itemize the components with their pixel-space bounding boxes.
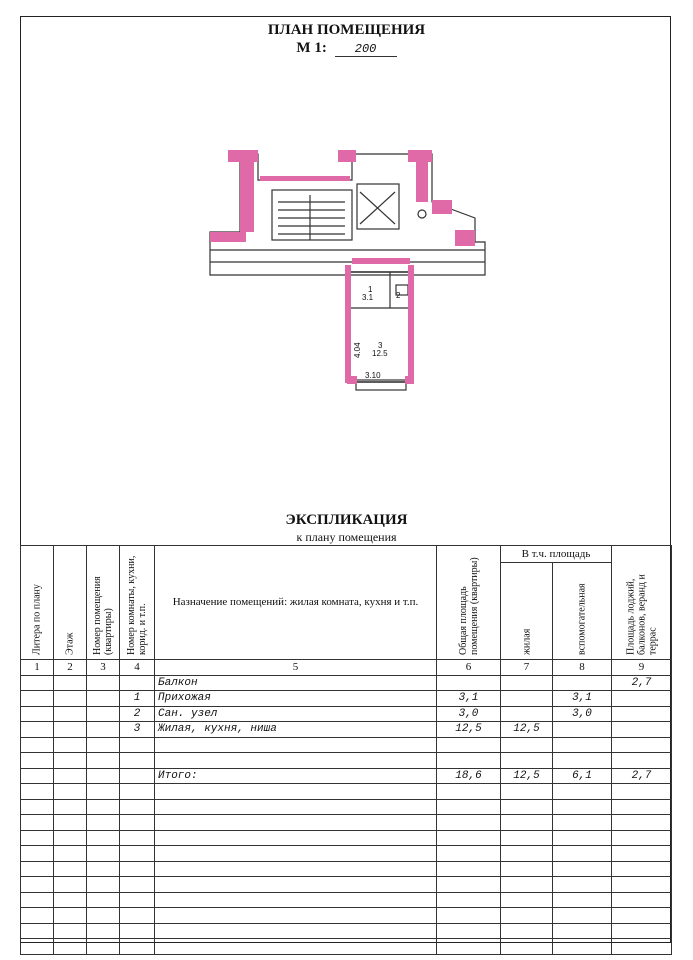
cell-empty bbox=[54, 939, 87, 955]
scale-value: 200 bbox=[335, 42, 397, 57]
cell-empty bbox=[21, 908, 54, 924]
plan-title: ПЛАН ПОМЕЩЕНИЯ bbox=[267, 22, 426, 38]
cell-empty bbox=[54, 877, 87, 893]
cell-aux-area: 3,0 bbox=[553, 706, 612, 722]
cell-empty bbox=[54, 908, 87, 924]
cell-empty bbox=[21, 799, 54, 815]
explication-rows bbox=[21, 675, 672, 954]
scale-row bbox=[0, 40, 693, 57]
cell-empty bbox=[612, 908, 672, 924]
cell-empty bbox=[612, 939, 672, 955]
cell-empty bbox=[501, 877, 553, 893]
cell-total-area: 18,6 bbox=[437, 768, 501, 784]
cell-total-area bbox=[437, 675, 501, 691]
cell-empty bbox=[21, 877, 54, 893]
cell-litera bbox=[21, 768, 54, 784]
cell-empty bbox=[87, 815, 120, 831]
cell-empty bbox=[612, 892, 672, 908]
cell-floor bbox=[54, 706, 87, 722]
cell-empty bbox=[612, 830, 672, 846]
cell-empty bbox=[612, 784, 672, 800]
cell-empty bbox=[87, 877, 120, 893]
cell-premise bbox=[87, 753, 120, 769]
cell-empty bbox=[155, 892, 437, 908]
cell-room-number bbox=[120, 737, 155, 753]
cell-empty bbox=[501, 908, 553, 924]
table-row-empty bbox=[21, 830, 672, 846]
header-premise-number: Номер помещения (квартиры) bbox=[87, 546, 120, 660]
cell-empty bbox=[21, 939, 54, 955]
cell-empty bbox=[155, 923, 437, 939]
cell-aux-area bbox=[553, 753, 612, 769]
cell-empty bbox=[120, 815, 155, 831]
cell-empty bbox=[87, 799, 120, 815]
cell-empty bbox=[54, 815, 87, 831]
cell-empty bbox=[553, 939, 612, 955]
cell-empty bbox=[612, 923, 672, 939]
cell-empty bbox=[501, 830, 553, 846]
cell-empty bbox=[437, 861, 501, 877]
cell-living-area bbox=[501, 675, 553, 691]
cell-living-area bbox=[501, 753, 553, 769]
table-row-empty bbox=[21, 784, 672, 800]
cell-living-area: 12,5 bbox=[501, 722, 553, 738]
cell-litera bbox=[21, 753, 54, 769]
cell-empty bbox=[437, 799, 501, 815]
header-loggia-area: Площадь лоджий, балконов, веранд и террас bbox=[612, 546, 672, 660]
cell-empty bbox=[87, 892, 120, 908]
cell-empty bbox=[87, 784, 120, 800]
table-row bbox=[21, 675, 672, 691]
column-number-row: 1 2 3 4 5 6 7 8 9 bbox=[21, 660, 672, 676]
cell-empty bbox=[21, 846, 54, 862]
table-row-empty bbox=[21, 846, 672, 862]
cell-empty bbox=[612, 799, 672, 815]
cell-empty bbox=[155, 846, 437, 862]
table-row-empty bbox=[21, 908, 672, 924]
cell-empty bbox=[120, 784, 155, 800]
cell-floor bbox=[54, 753, 87, 769]
cell-empty bbox=[87, 861, 120, 877]
explication-table bbox=[20, 545, 672, 955]
cell-empty bbox=[553, 799, 612, 815]
cell-empty bbox=[553, 815, 612, 831]
cell-room-number bbox=[120, 768, 155, 784]
cell-empty bbox=[120, 923, 155, 939]
cell-empty bbox=[437, 830, 501, 846]
table-row-empty bbox=[21, 799, 672, 815]
cell-empty bbox=[553, 892, 612, 908]
cell-litera bbox=[21, 706, 54, 722]
table-row-empty bbox=[21, 892, 672, 908]
cell-empty bbox=[54, 923, 87, 939]
cell-empty bbox=[120, 908, 155, 924]
cell-empty bbox=[437, 908, 501, 924]
cell-empty bbox=[155, 799, 437, 815]
cell-empty bbox=[501, 784, 553, 800]
cell-empty bbox=[87, 939, 120, 955]
table-row-empty bbox=[21, 877, 672, 893]
cell-empty bbox=[437, 923, 501, 939]
cell-empty bbox=[21, 861, 54, 877]
cell-empty bbox=[501, 923, 553, 939]
cell-floor bbox=[54, 675, 87, 691]
cell-empty bbox=[87, 846, 120, 862]
cell-empty bbox=[155, 815, 437, 831]
cell-aux-area: 6,1 bbox=[553, 768, 612, 784]
table-row bbox=[21, 737, 672, 753]
cell-loggia-area bbox=[612, 737, 672, 753]
cell-purpose: Балкон bbox=[155, 675, 437, 691]
table-row bbox=[21, 722, 672, 738]
table-row-empty bbox=[21, 923, 672, 939]
cell-aux-area bbox=[553, 675, 612, 691]
table-row bbox=[21, 691, 672, 707]
header-purpose: Назначение помещений: жилая комната, кухня и т.п. bbox=[155, 546, 437, 660]
cell-floor bbox=[54, 691, 87, 707]
cell-floor bbox=[54, 737, 87, 753]
room1-area: 3.1 bbox=[362, 293, 374, 302]
cell-empty bbox=[437, 815, 501, 831]
table-row-empty bbox=[21, 861, 672, 877]
table-row-empty bbox=[21, 815, 672, 831]
cell-empty bbox=[87, 923, 120, 939]
cell-empty bbox=[612, 861, 672, 877]
cell-premise bbox=[87, 737, 120, 753]
room3-area: 12.5 bbox=[372, 349, 388, 358]
cell-empty bbox=[501, 861, 553, 877]
cell-purpose: Прихожая bbox=[155, 691, 437, 707]
table-row bbox=[21, 753, 672, 769]
scale-label: М 1: bbox=[296, 40, 327, 56]
room2-number: 2 bbox=[396, 291, 401, 300]
cell-empty bbox=[553, 830, 612, 846]
cell-empty bbox=[155, 939, 437, 955]
cell-total-area: 12,5 bbox=[437, 722, 501, 738]
cell-room-number bbox=[120, 675, 155, 691]
cell-empty bbox=[553, 877, 612, 893]
cell-empty bbox=[553, 923, 612, 939]
cell-litera bbox=[21, 722, 54, 738]
cell-living-area bbox=[501, 706, 553, 722]
cell-empty bbox=[120, 939, 155, 955]
cell-loggia-area bbox=[612, 753, 672, 769]
cell-empty bbox=[21, 923, 54, 939]
cell-empty bbox=[553, 784, 612, 800]
cell-empty bbox=[155, 784, 437, 800]
cell-loggia-area bbox=[612, 706, 672, 722]
cell-empty bbox=[21, 784, 54, 800]
cell-empty bbox=[501, 815, 553, 831]
header-room-number: Номер комнаты, кухни, корид. и т.п. bbox=[120, 546, 155, 660]
cell-empty bbox=[120, 892, 155, 908]
cell-empty bbox=[54, 830, 87, 846]
cell-empty bbox=[155, 861, 437, 877]
cell-litera bbox=[21, 737, 54, 753]
cell-purpose: Итого: bbox=[155, 768, 437, 784]
cell-empty bbox=[155, 908, 437, 924]
table-row bbox=[21, 768, 672, 784]
cell-empty bbox=[437, 877, 501, 893]
cell-empty bbox=[437, 939, 501, 955]
cell-empty bbox=[54, 892, 87, 908]
cell-floor bbox=[54, 722, 87, 738]
cell-empty bbox=[21, 892, 54, 908]
cell-empty bbox=[501, 939, 553, 955]
cell-loggia-area bbox=[612, 691, 672, 707]
header-litera: Литера по плану bbox=[21, 546, 54, 660]
cell-aux-area bbox=[553, 722, 612, 738]
cell-empty bbox=[612, 877, 672, 893]
cell-purpose: Жилая, кухня, ниша bbox=[155, 722, 437, 738]
floor-plan bbox=[200, 140, 500, 420]
cell-loggia-area bbox=[612, 722, 672, 738]
cell-floor bbox=[54, 768, 87, 784]
cell-total-area: 3,1 bbox=[437, 691, 501, 707]
cell-empty bbox=[54, 846, 87, 862]
cell-premise bbox=[87, 675, 120, 691]
cell-empty bbox=[54, 799, 87, 815]
header-auxiliary: вспомогательная bbox=[553, 563, 612, 660]
cell-aux-area: 3,1 bbox=[553, 691, 612, 707]
cell-room-number: 1 bbox=[120, 691, 155, 707]
explication-subtitle: к плану помещения bbox=[296, 530, 397, 544]
cell-empty bbox=[501, 846, 553, 862]
cell-empty bbox=[553, 861, 612, 877]
cell-litera bbox=[21, 675, 54, 691]
room3-width: 3.10 bbox=[365, 371, 381, 380]
cell-empty bbox=[501, 892, 553, 908]
cell-empty bbox=[553, 908, 612, 924]
cell-loggia-area: 2,7 bbox=[612, 768, 672, 784]
cell-empty bbox=[120, 861, 155, 877]
cell-premise bbox=[87, 768, 120, 784]
cell-purpose bbox=[155, 737, 437, 753]
cell-loggia-area: 2,7 bbox=[612, 675, 672, 691]
room3-length: 4.04 bbox=[353, 342, 362, 358]
cell-room-number: 2 bbox=[120, 706, 155, 722]
header-floor: Этаж bbox=[54, 546, 87, 660]
explication-title: ЭКСПЛИКАЦИЯ bbox=[285, 512, 408, 528]
cell-premise bbox=[87, 722, 120, 738]
room1-number: 1 bbox=[368, 285, 373, 294]
cell-empty bbox=[120, 877, 155, 893]
cell-aux-area bbox=[553, 737, 612, 753]
cell-empty bbox=[87, 908, 120, 924]
cell-living-area: 12,5 bbox=[501, 768, 553, 784]
cell-empty bbox=[501, 799, 553, 815]
cell-living-area bbox=[501, 737, 553, 753]
cell-empty bbox=[120, 830, 155, 846]
cell-living-area bbox=[501, 691, 553, 707]
cell-empty bbox=[120, 846, 155, 862]
cell-purpose: Сан. узел bbox=[155, 706, 437, 722]
header-living: жилая bbox=[501, 563, 553, 660]
cell-empty bbox=[612, 846, 672, 862]
cell-premise bbox=[87, 706, 120, 722]
cell-empty bbox=[155, 830, 437, 846]
cell-empty bbox=[54, 784, 87, 800]
table-row bbox=[21, 706, 672, 722]
cell-room-number: 3 bbox=[120, 722, 155, 738]
cell-total-area: 3,0 bbox=[437, 706, 501, 722]
cell-empty bbox=[21, 815, 54, 831]
cell-litera bbox=[21, 691, 54, 707]
cell-empty bbox=[155, 877, 437, 893]
header-incl-area: В т.ч. площадь bbox=[501, 546, 612, 563]
cell-empty bbox=[553, 846, 612, 862]
header-total-area: Общая площадь помещения (квартиры) bbox=[437, 546, 501, 660]
cell-empty bbox=[120, 799, 155, 815]
cell-empty bbox=[612, 815, 672, 831]
table-row-empty bbox=[21, 939, 672, 955]
cell-empty bbox=[54, 861, 87, 877]
cell-empty bbox=[87, 830, 120, 846]
cell-empty bbox=[21, 830, 54, 846]
cell-empty bbox=[437, 846, 501, 862]
cell-premise bbox=[87, 691, 120, 707]
cell-purpose bbox=[155, 753, 437, 769]
cell-empty bbox=[437, 892, 501, 908]
room3-number: 3 bbox=[378, 341, 383, 350]
cell-room-number bbox=[120, 753, 155, 769]
cell-total-area bbox=[437, 753, 501, 769]
cell-empty bbox=[437, 784, 501, 800]
cell-total-area bbox=[437, 737, 501, 753]
